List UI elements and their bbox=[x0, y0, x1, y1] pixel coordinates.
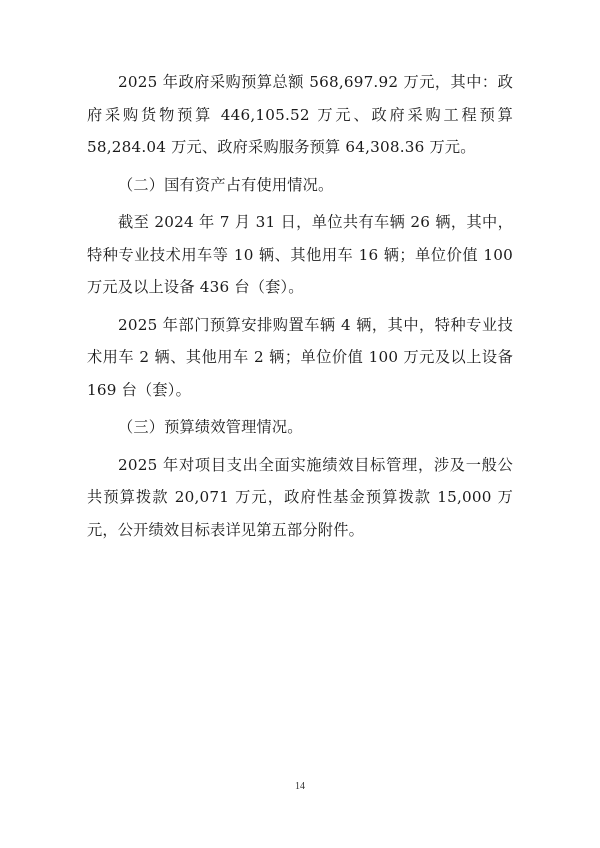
page-number: 14 bbox=[295, 781, 305, 792]
section-heading-state-assets: （二）国有资产占有使用情况。 bbox=[118, 175, 334, 194]
paragraph-performance-targets: 2025 年对项目支出全面实施绩效目标管理，涉及一般公共预算拨款 20,071 万元，政府性基金预算拨款 15,000 万元，公开绩效目标表详见第五部分附件。 bbox=[87, 455, 513, 539]
paragraph-vehicles-owned: 截至 2024 年 7 月 31 日，单位共有车辆 26 辆，其中，特种专业技术用车等 10 辆、其他用车 16 辆；单位价值 100 万元及以上设备 436 台（套）。 bbox=[87, 213, 513, 296]
document-body bbox=[87, 66, 513, 551]
paragraph-vehicle-purchase-plan: 2025 年部门预算安排购置车辆 4 辆，其中，特种专业技术用车 2 辆、其他用车 2 辆；单位价值 100 万元及以上设备 169 台（套）。 bbox=[87, 315, 513, 399]
section-heading-performance-management: （三）预算绩效管理情况。 bbox=[118, 418, 303, 436]
paragraph-procurement-budget: 2025 年政府采购预算总额 568,697.92 万元，其中：政府采购货物预算 446,105.52 万元、政府采购工程预算 58,284.04 万元、政府采购服务预算 64,308.36 万元。 bbox=[87, 73, 513, 156]
